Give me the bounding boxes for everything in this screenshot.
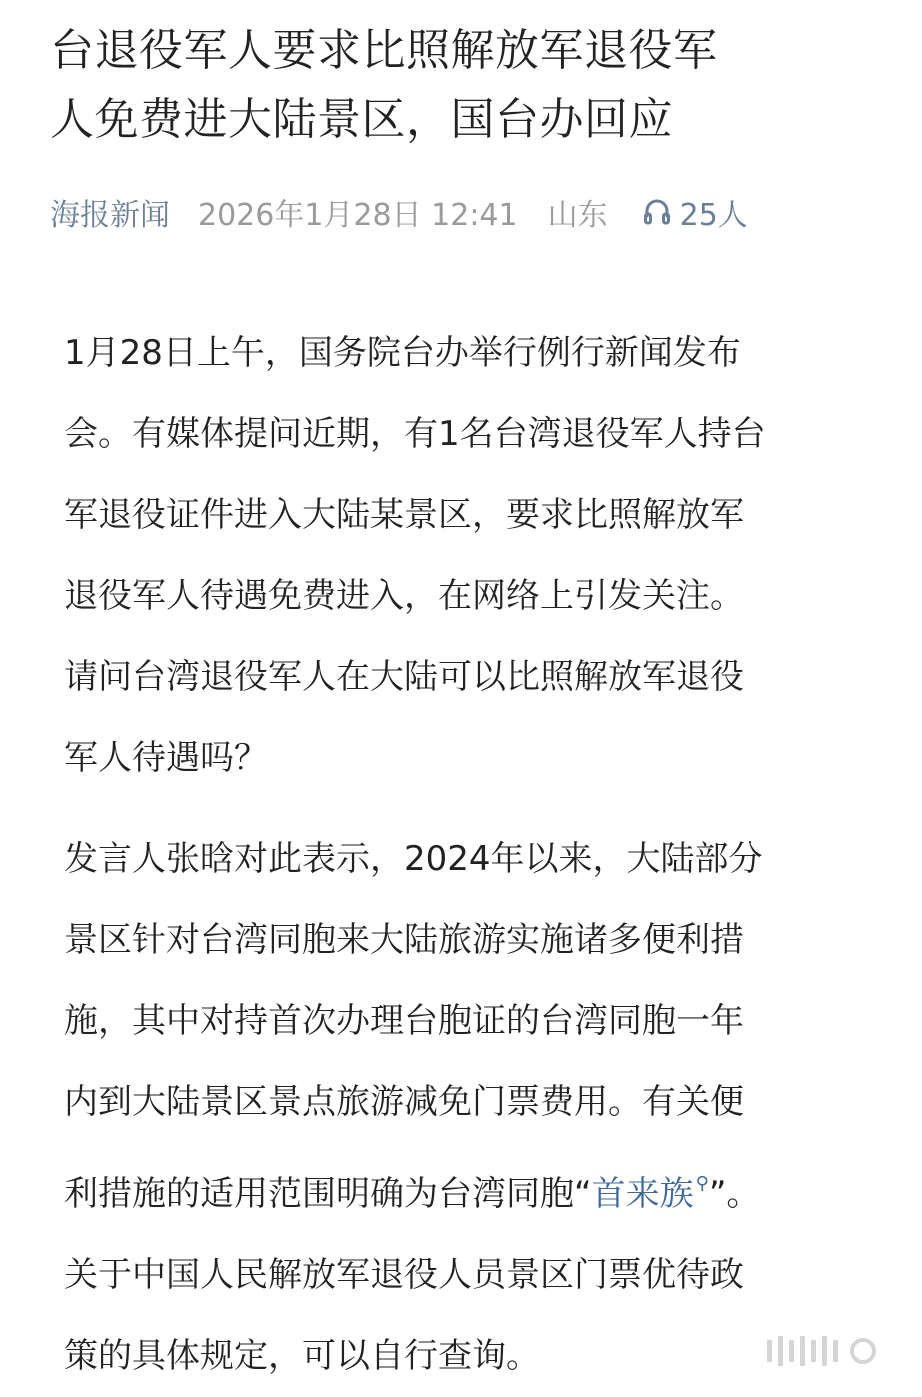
headphones-icon	[642, 197, 672, 227]
paragraph-line: 内到大陆景区景点旅游减免门票费用。有关便	[64, 1082, 744, 1122]
watermark-bar	[767, 1340, 772, 1362]
watermark-dot	[850, 1338, 876, 1364]
title-line-2: 人免费进大陆景区，国台办回应	[50, 94, 673, 145]
article-title	[50, 16, 890, 154]
paragraph-1	[64, 313, 864, 799]
watermark-bar	[822, 1336, 827, 1366]
paragraph-2	[64, 819, 864, 1397]
link-line-suffix: ”。	[708, 1174, 761, 1214]
paragraph-line: 军退役证件进入大陆某景区，要求比照解放军	[64, 495, 744, 535]
keyword-link-shoulaizu[interactable]	[592, 1174, 709, 1214]
watermark-bar	[789, 1340, 794, 1362]
paragraph-line: 会。有媒体提问近期，有1名台湾退役军人持台	[64, 414, 766, 454]
platform-watermark	[767, 1336, 876, 1366]
title-line-1: 台退役军人要求比照解放军退役军	[50, 25, 718, 76]
article-meta	[50, 190, 748, 234]
paragraph-line: 关于中国人民解放军退役人员景区门票优待政	[64, 1255, 744, 1295]
publish-time: 2026年1月28日 12:41	[198, 198, 518, 233]
paragraph-line: 请问台湾退役军人在大陆可以比照解放军退役	[64, 657, 744, 697]
source-name[interactable]: 海报新闻	[50, 198, 170, 233]
watermark-bar	[833, 1340, 838, 1362]
watermark-bar	[800, 1336, 805, 1366]
paragraph-line: 发言人张晗对此表示，2024年以来，大陆部分	[64, 839, 763, 879]
listen-button[interactable]	[642, 190, 748, 234]
paragraph-line: 军人待遇吗？	[64, 738, 268, 778]
publish-region: 山东	[547, 198, 608, 233]
search-icon: ⚲	[695, 1173, 709, 1194]
paragraph-line: 1月28日上午，国务院台办举行例行新闻发布	[64, 333, 741, 373]
listener-count: 25人	[679, 198, 748, 233]
paragraph-line-with-link	[64, 1143, 864, 1235]
paragraph-line: 景区针对台湾同胞来大陆旅游实施诸多便利措	[64, 920, 744, 960]
paragraph-line: 策的具体规定，可以自行查询。	[64, 1336, 540, 1376]
keyword-link-text: 首来族	[591, 1174, 694, 1214]
watermark-bar	[811, 1340, 816, 1362]
watermark-bar	[778, 1336, 783, 1366]
paragraph-line: 退役军人待遇免费进入，在网络上引发关注。	[64, 576, 744, 616]
link-line-prefix: 利措施的适用范围明确为台湾同胞“	[64, 1174, 592, 1214]
paragraph-line: 施，其中对持首次办理台胞证的台湾同胞一年	[64, 1001, 744, 1041]
